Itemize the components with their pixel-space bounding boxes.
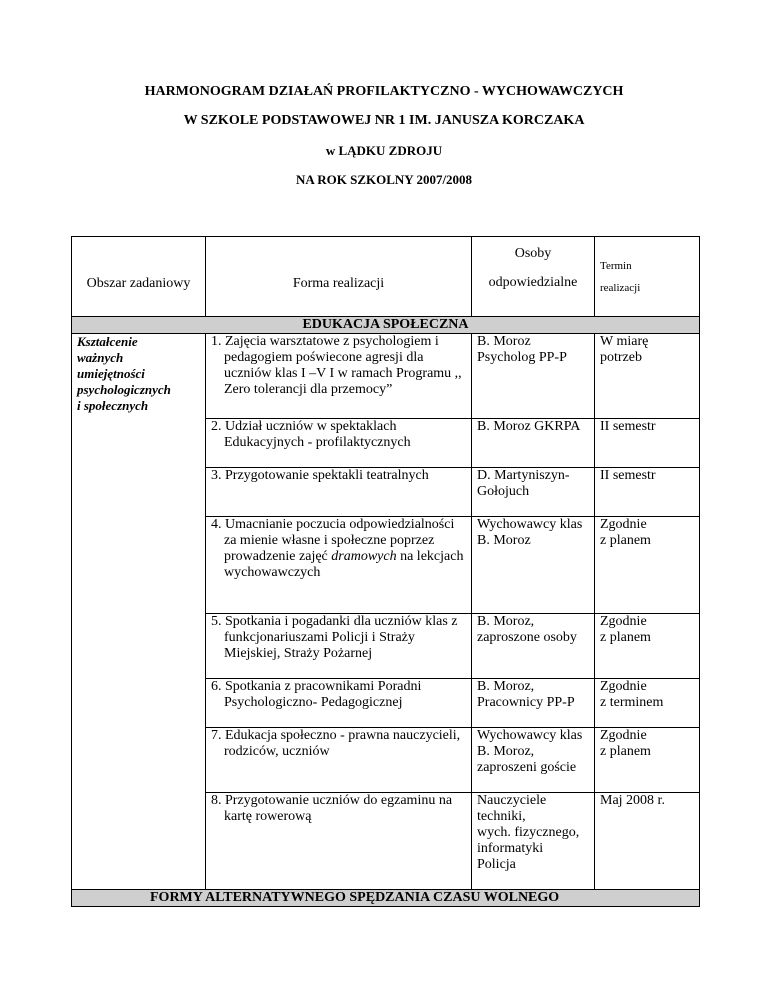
term-line: Zgodnie bbox=[600, 679, 647, 694]
header-area-label: Obszar zadaniowy bbox=[86, 275, 191, 291]
section-row-leisure bbox=[72, 890, 700, 907]
person-line: Gołojuch bbox=[477, 484, 530, 499]
term-line: z terminem bbox=[600, 695, 664, 710]
doc-title-line-4: NA ROK SZKOLNY 2007/2008 bbox=[295, 172, 473, 187]
table-row bbox=[72, 334, 700, 419]
person-line: D. Martyniszyn- bbox=[477, 468, 570, 483]
person-line: Wychowawcy klas bbox=[477, 517, 583, 532]
persons-cell bbox=[472, 419, 595, 468]
person-line: Psycholog PP-P bbox=[477, 350, 567, 365]
header-form bbox=[206, 237, 472, 317]
form-text-part: na lekcjach wychowawczych bbox=[224, 549, 464, 580]
header-row bbox=[72, 237, 700, 317]
term-line: W miarę bbox=[600, 334, 649, 349]
term-cell bbox=[595, 468, 700, 517]
term-line: Maj 2008 r. bbox=[600, 793, 665, 808]
person-line: Pracownicy PP-P bbox=[477, 695, 575, 710]
header-persons-line-1: Osoby bbox=[514, 246, 552, 261]
area-line-5: i społecznych bbox=[77, 398, 149, 413]
person-line: B. Moroz bbox=[477, 334, 531, 349]
header-term-line-2: realizacji bbox=[600, 282, 641, 294]
form-text-part: 4. Umacnianie poczucia odpowiedzialności za mienie własne i społeczne poprzez prowadzenie zajęć bbox=[211, 517, 455, 564]
person-line: B. Moroz bbox=[477, 533, 531, 548]
header-term-line-1: Termin bbox=[600, 260, 632, 272]
person-line: zaproszeni goście bbox=[477, 760, 577, 775]
person-line: Nauczyciele bbox=[477, 793, 547, 808]
person-line: wych. fizycznego, bbox=[477, 825, 580, 840]
area-line-3: umiejętności bbox=[77, 366, 145, 381]
area-line-2: ważnych bbox=[77, 350, 124, 365]
form-cell bbox=[206, 468, 472, 517]
term-cell bbox=[595, 614, 700, 679]
term-line: Zgodnie bbox=[600, 614, 647, 629]
person-line: techniki, bbox=[477, 809, 526, 824]
term-cell bbox=[595, 679, 700, 728]
form-text: 7. Edukacja społeczno - prawna nauczycieli, rodziców, uczniów bbox=[211, 728, 461, 759]
area-line-1: Kształcenie bbox=[77, 334, 138, 349]
person-line: Policja bbox=[477, 857, 516, 872]
person-line: B. Moroz, bbox=[477, 679, 535, 694]
persons-cell bbox=[472, 614, 595, 679]
form-text bbox=[211, 517, 466, 581]
form-cell bbox=[206, 614, 472, 679]
area-cell bbox=[72, 334, 206, 890]
persons-cell bbox=[472, 517, 595, 614]
person-line: informatyki bbox=[477, 841, 544, 856]
term-line: potrzeb bbox=[600, 350, 642, 365]
form-cell bbox=[206, 728, 472, 793]
term-line: z planem bbox=[600, 744, 651, 759]
form-text: 6. Spotkania z pracownikami Poradni Psychologiczno- Pedagogicznej bbox=[211, 679, 422, 710]
term-line: Zgodnie bbox=[600, 728, 647, 743]
persons-cell bbox=[472, 728, 595, 793]
term-cell bbox=[595, 728, 700, 793]
persons-cell bbox=[472, 334, 595, 419]
form-text: 1. Zajęcia warsztatowe z psychologiem i pedagogiem poświecone agresji dla uczniów klas I –V I w ramach Programu ,, Zero tolerancji dla przemocy” bbox=[211, 334, 462, 397]
term-line: II semestr bbox=[600, 419, 656, 434]
header-area bbox=[72, 237, 206, 317]
persons-cell bbox=[472, 468, 595, 517]
term-cell bbox=[595, 419, 700, 468]
doc-title-line-1: HARMONOGRAM DZIAŁAŃ PROFILAKTYCZNO - WYCHOWAWCZYCH bbox=[144, 84, 624, 99]
term-cell bbox=[595, 334, 700, 419]
section-leisure: FORMY ALTERNATYWNEGO SPĘDZANIA CZASU WOLNEGO bbox=[72, 890, 700, 907]
form-text: 3. Przygotowanie spektakli teatralnych bbox=[211, 468, 429, 483]
area-line-4: psychologicznych bbox=[77, 382, 171, 397]
doc-title-line-2: W SZKOLE PODSTAWOWEJ NR 1 IM. JANUSZA KORCZAKA bbox=[183, 113, 585, 128]
header-form-label: Forma realizacji bbox=[292, 275, 385, 291]
term-cell bbox=[595, 517, 700, 614]
section-social-education: EDUKACJA SPOŁECZNA bbox=[72, 317, 700, 334]
person-line: Wychowawcy klas bbox=[477, 728, 583, 743]
person-line: B. Moroz, bbox=[477, 614, 535, 629]
person-line: B. Moroz GKRPA bbox=[477, 419, 581, 434]
form-text-emphasis: dramowych bbox=[331, 549, 397, 564]
header-persons bbox=[472, 237, 595, 317]
persons-cell bbox=[472, 679, 595, 728]
term-line: z planem bbox=[600, 533, 651, 548]
section-row-social-education bbox=[72, 317, 700, 334]
form-cell bbox=[206, 793, 472, 890]
term-line: Zgodnie bbox=[600, 517, 647, 532]
term-line: z planem bbox=[600, 630, 651, 645]
form-text: 5. Spotkania i pogadanki dla uczniów klas z funkcjonariuszami Policji i Straży Miejskiej, Straży Pożarnej bbox=[211, 614, 458, 661]
persons-cell bbox=[472, 793, 595, 890]
person-line: zaproszone osoby bbox=[477, 630, 577, 645]
term-cell bbox=[595, 793, 700, 890]
form-cell bbox=[206, 334, 472, 419]
form-cell bbox=[206, 679, 472, 728]
doc-title-line-3: w LĄDKU ZDROJU bbox=[325, 143, 443, 158]
form-cell bbox=[206, 419, 472, 468]
form-cell bbox=[206, 517, 472, 614]
term-line: II semestr bbox=[600, 468, 656, 483]
header-term bbox=[595, 237, 700, 317]
person-line: B. Moroz, bbox=[477, 744, 535, 759]
header-persons-line-2: odpowiedzialne bbox=[488, 275, 578, 290]
form-text: 8. Przygotowanie uczniów do egzaminu na kartę rowerową bbox=[211, 793, 453, 824]
form-text: 2. Udział uczniów w spektaklach Edukacyjnych - profilaktycznych bbox=[211, 419, 411, 450]
schedule-table bbox=[71, 236, 700, 907]
